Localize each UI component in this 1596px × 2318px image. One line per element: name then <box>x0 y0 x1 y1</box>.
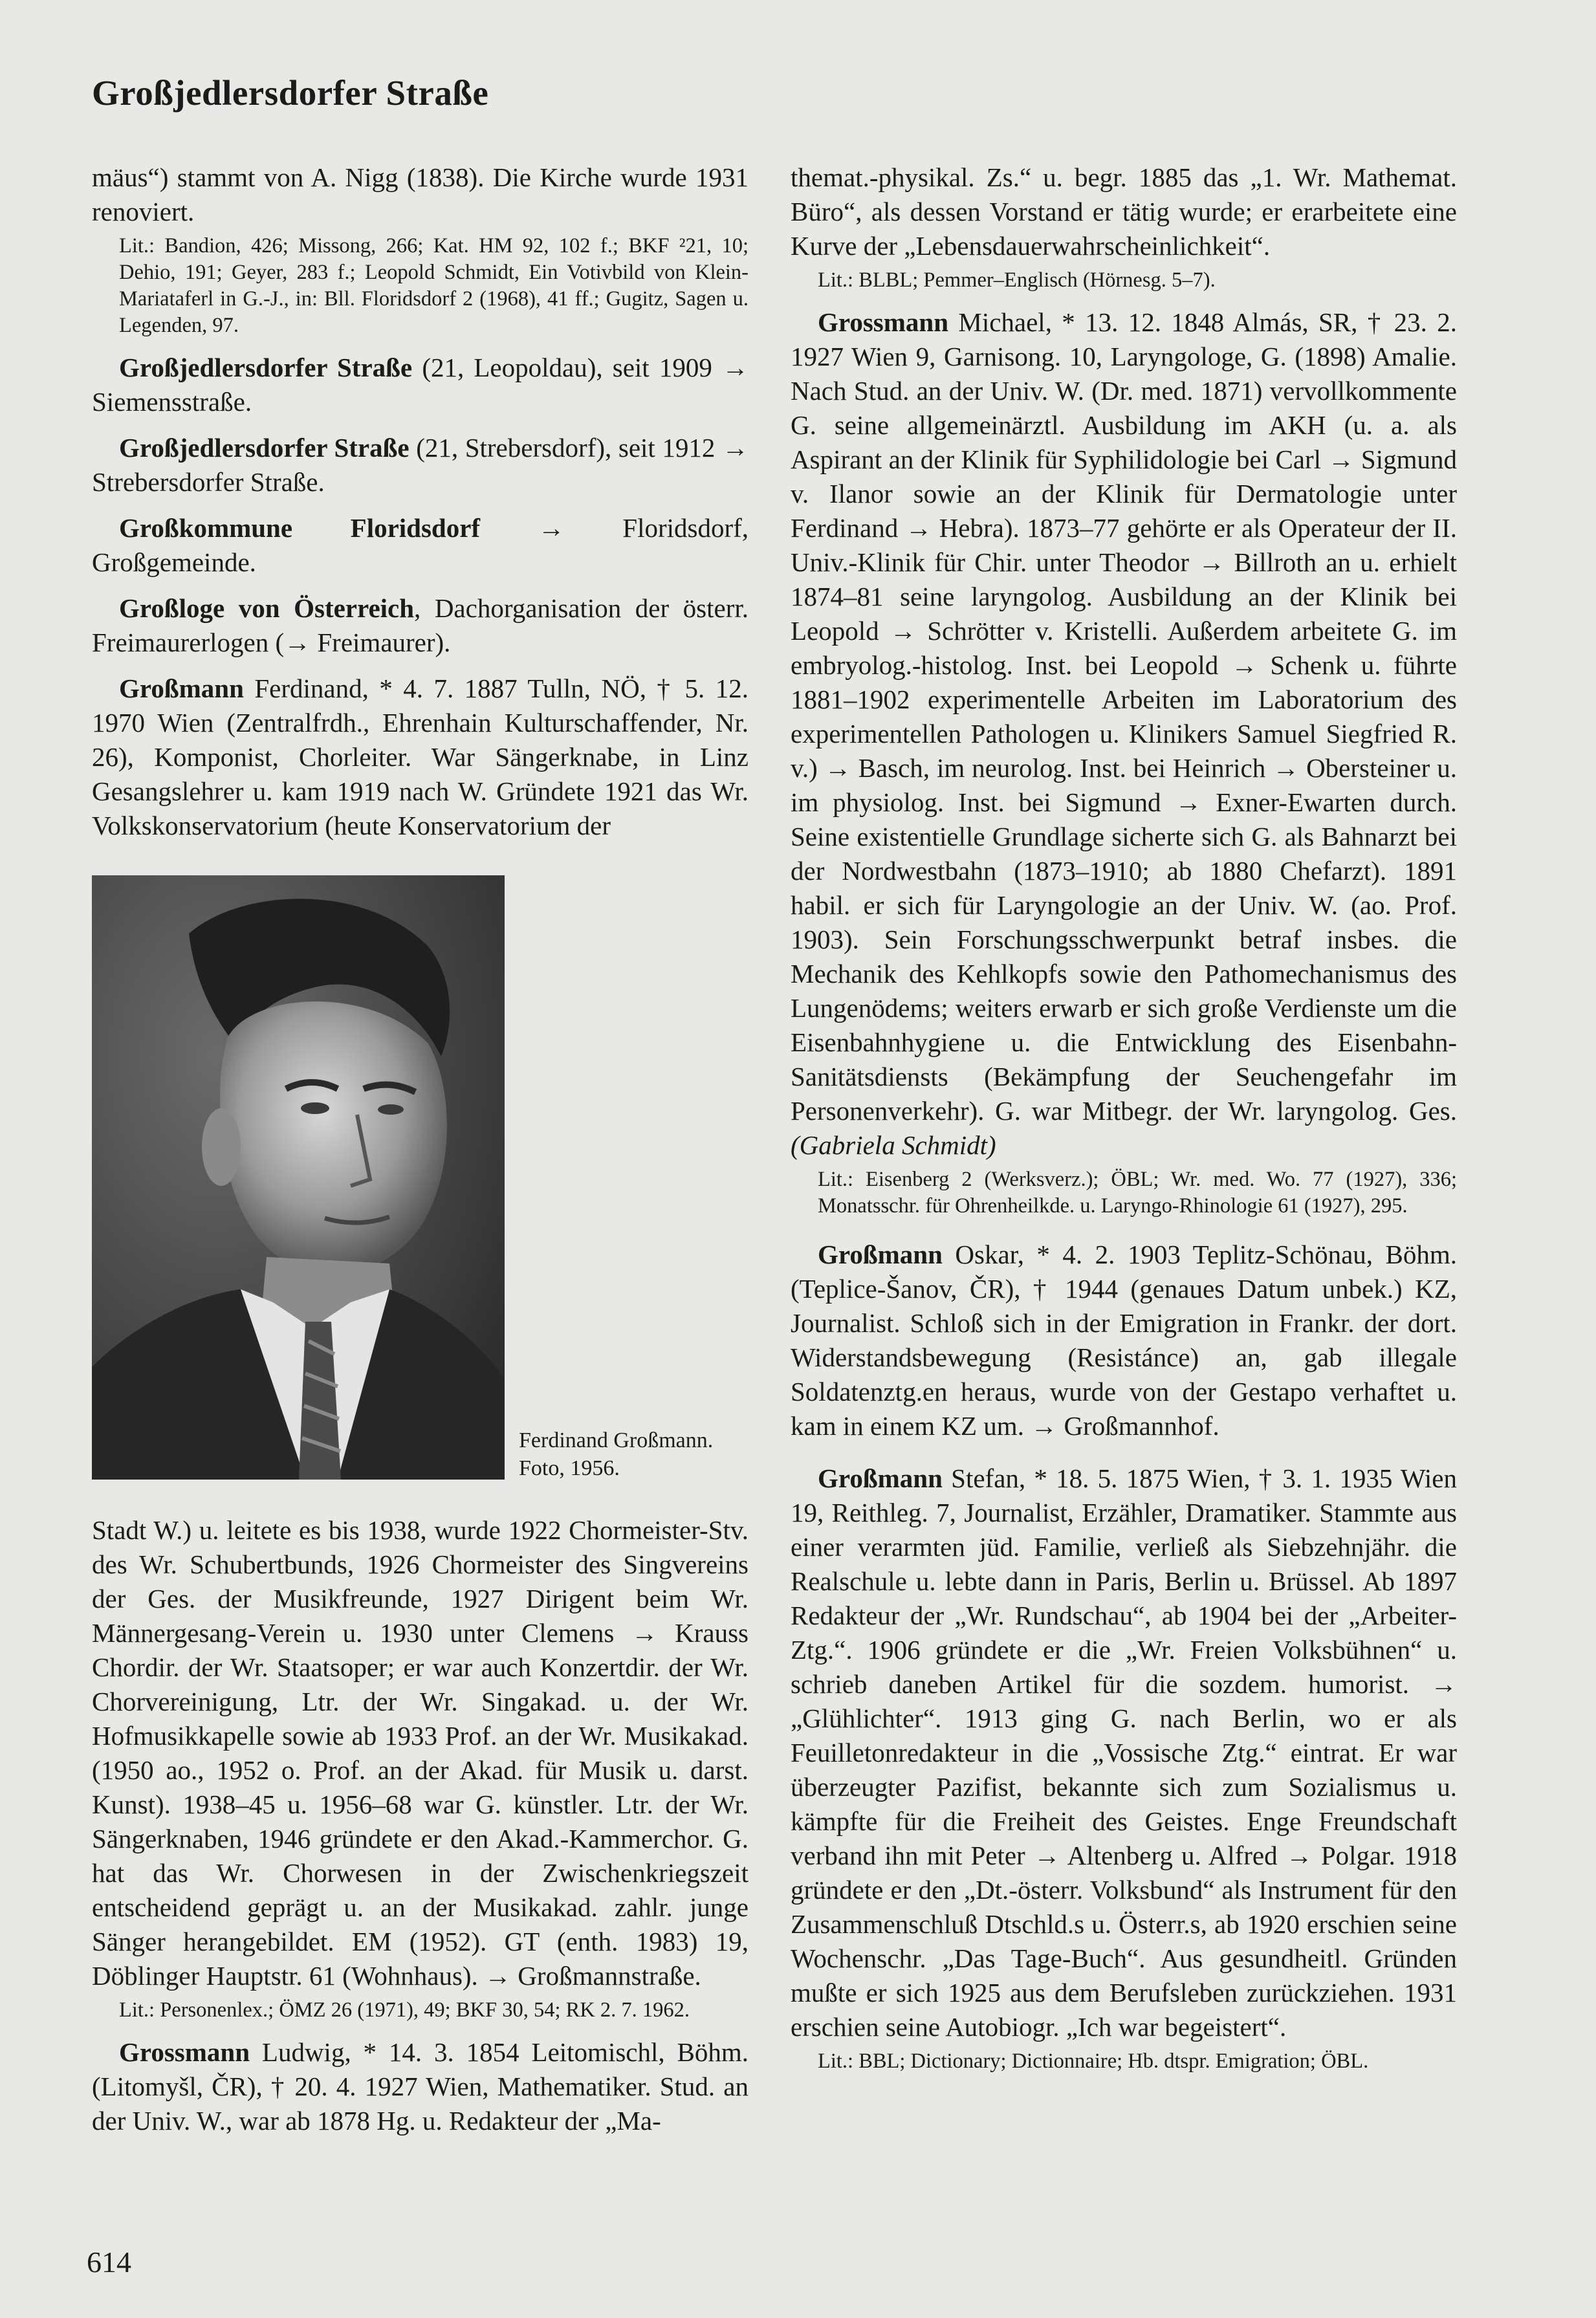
entry-grossmann-oskar <box>791 1238 1457 1443</box>
entry-grosskommune-floridsdorf <box>92 511 749 580</box>
entry-grossmann-ferdinand-continued: Stadt W.) u. leitete es bis 1938, wurde 1922 Chormeister-Stv. des Wr. Schubertbunds, 1926 Chormeister des Singvereins der Ges. der Musikfreunde, 1927 Dirigent beim Wr. Männergesang-Verein u. 1930 unter Clemens → Krauss Chordir. der Wr. Staatsoper; er war auch Konzertdir. der Wr. Chorvereinigung, Ltr. der Wr. Singakad. u. der Wr. Hofmusikkapelle sowie ab 1933 Prof. an der Wr. Musikakad. (1950 ao., 1952 o. Prof. an der Akad. für Musik u. darst. Kunst). 1938–45 u. 1956–68 war G. künstler. Ltr. der Wr. Sängerknaben, 1946 gründete er den Akad.-Kammerchor. G. hat das Wr. Chorwesen in der Zwischenkriegszeit entscheidend geprägt u. an der Musikakad. zahlr. junge Sänger herangebildet. EM (1952). GT (enth. 1983) 19, Döblinger Hauptstr. 61 (Wohnhaus). → Großmannstraße. <box>92 1515 749 1991</box>
literature-note: Lit.: Bandion, 426; Missong, 266; Kat. HM 92, 102 f.; BKF ²21, 10; Dehio, 191; Geyer, 283 f.; Leopold Schmidt, Ein Votivbild von Klein-Mariataferl in G.-J., in: Bll. Floridsdorf 2 (1968), 41 ff.; Gugitz, Sagen u. Legenden, 97. <box>119 234 749 337</box>
entry-grossjedlersdorfer-strasse-leopoldau <box>92 351 749 419</box>
entry-text: Stefan, * 18. 5. 1875 Wien, † 3. 1. 1935 Wien 19, Reithleg. 7, Journalist, Erzähler, Dramatiker. Stammte aus einer verarmten jüd. Familie, verließ als Siebzehnjähr. die Realschule u. lebte dann in Paris, Berlin u. Brüssel. Ab 1897 Redakteur der „Wr. Rundschau“, ab 1904 bei der „Arbeiter-Ztg.“. 1906 gründete er die „Wr. Freien Volksbühnen“ u. schrieb daneben Artikel für die sozdem. humorist. → „Glühlichter“. 1913 ging G. nach Berlin, wo er als Feuilletonredakteur in die „Vossische Ztg.“ eintrat. Er war überzeugter Pazifist, bekannte sich zum Sozialismus u. kämpfte für die Freiheit des Geistes. Enge Freundschaft verband ihn mit Peter → Altenberg u. Alfred → Polgar. 1918 gründete er den „Dt.-österr. Volksbund“ als Instrument für den Zusammenschluß Dtschld.s u. Österr.s, ab 1920 erschien seine Wochenschr. „Das Tage-Buch“. Aus gesundheitl. Gründen mußte er sich 1925 aus dem Berufsleben zurückziehen. 1931 erschien seine Autobiogr. „Ich war begeistert“. <box>791 1463 1457 2042</box>
portrait-image <box>92 875 505 1480</box>
page-number: 614 <box>87 2246 131 2279</box>
entry-headword: Großjedlersdorfer Straße <box>119 353 413 382</box>
entry-grossmann-ferdinand <box>92 672 749 843</box>
paragraph-continuation: mäus“) stammt von A. Nigg (1838). Die Kirche wurde 1931 renoviert. <box>92 162 749 226</box>
entry-text: → Floridsdorf, Großgemeinde. <box>92 513 749 577</box>
entry-grossmann-ludwig-continued: themat.-physikal. Zs.“ u. begr. 1885 das „1. Wr. Mathemat. Büro“, als dessen Vorstand er tätig wurde; er erarbeitete eine Kurve der „Lebensdauerwahrscheinlichkeit“. <box>791 162 1457 261</box>
entry-grossmann-ludwig <box>92 2035 749 2138</box>
literature-note: Lit.: BBL; Dictionary; Dictionnaire; Hb. dtspr. Emigration; ÖBL. <box>818 2050 1369 2073</box>
caption-name: Ferdinand Großmann. <box>519 1428 714 1452</box>
entry-author: (Gabriela Schmidt) <box>791 1130 996 1160</box>
entry-text: Oskar, * 4. 2. 1903 Teplitz-Schönau, Böhm. (Teplice-Šanov, ČR), † 1944 (genaues Datum unbek.) KZ, Journalist. Schloß sich in der Emigration in Frankr. der dort. Widerstandsbewegung (Resistánce) an, gab illegale Soldatenztg.en heraus, wurde von der Gestapo verhaftet u. kam in einem KZ um. → Großmannhof. <box>791 1240 1457 1441</box>
portrait-figure <box>92 875 749 1496</box>
literature-note: Lit.: BLBL; Pemmer–Englisch (Hörnesg. 5–7). <box>818 268 1216 292</box>
entry-headword: Grossmann <box>119 2037 250 2067</box>
entry-headword: Großmann <box>119 673 244 703</box>
literature-note: Lit.: Eisenberg 2 (Werksverz.); ÖBL; Wr. med. Wo. 77 (1927), 336; Monatsschr. für Ohrenheilkde. u. Laryngo-Rhinologie 61 (1927), 295. <box>818 1168 1457 1218</box>
entry-text: Ludwig, * 14. 3. 1854 Leitomischl, Böhm. (Litomyšl, ČR), † 20. 4. 1927 Wien, Mathematiker. Stud. an der Univ. W., war ab 1878 Hg. u. Redakteur der „Ma- <box>92 2037 749 2136</box>
entry-headword: Großkommune Floridsdorf <box>119 513 481 543</box>
left-column <box>92 160 749 2138</box>
entry-grossmann-stefan <box>791 1461 1457 2044</box>
right-column <box>791 160 1457 2075</box>
entry-text: , Dachorganisation der österr. Freimaurerlogen (→ Freimaurer). <box>92 593 749 657</box>
entry-text: Michael, * 13. 12. 1848 Almás, SR, † 23. 2. 1927 Wien 9, Garnisong. 10, Laryngologe, G. (1898) Amalie. Nach Stud. an der Univ. W. (Dr. med. 1871) vervollkommente G. seine allgemeinärztl. Ausbildung im AKH (u. a. als Aspirant an der Klinik für Syphilidologie bei Carl → Sigmund v. Ilanor sowie an der Klinik für Dermatologie unter Ferdinand → Hebra). 1873–77 gehörte er als Operateur der II. Univ.-Klinik für Chir. unter Theodor → Billroth an u. erhielt 1874–81 seine laryngolog. Ausbildung an der Klinik bei Leopold → Schrötter v. Kristelli. Außerdem arbeitete G. im embryolog.-histolog. Inst. bei Leopold → Schenk u. führte 1881–1902 experimentelle Arbeiten im Laboratorium des experimentellen Pathologen u. Klinikers Samuel Siegfried R. v.) → Basch, im neurolog. Inst. bei Heinrich → Obersteiner u. im physiolog. Inst. bei Sigmund → Exner-Ewarten durch. Seine existentielle Grundlage sicherte sich G. als Bahnarzt bei der Nordwestbahn (1873–1910; ab 1880 Chefarzt). 1891 habil. er sich für Laryngologie an der Univ. W. (ao. Prof. 1903). Sein Forschungsschwerpunkt betraf insbes. die Mechanik des Kehlkopfs sowie den Pathomechanismus des Lungenödems; weiters erwarb er sich große Verdienste um die Eisenbahnhygiene u. die Entwicklung des Eisenbahn-Sanitätsdiensts (Bekämpfung der Seuchengefahr im Personenverkehr). G. war Mitbegr. der Wr. laryngolog. Ges. <box>791 307 1457 1126</box>
entry-text: Ferdinand, * 4. 7. 1887 Tulln, NÖ, † 5. 12. 1970 Wien (Zentralfrdh., Ehrenhain Kulturschaffender, Nr. 26), Komponist, Chorleiter. War Sängerknabe, in Linz Gesangslehrer u. kam 1919 nach W. Gründete 1921 das Wr. Volkskonservatorium (heute Konservatorium der <box>92 673 749 840</box>
entry-headword: Großmann <box>818 1463 943 1493</box>
entry-grossloge-von-oesterreich <box>92 591 749 660</box>
running-head: Großjedlersdorfer Straße <box>92 73 489 113</box>
entry-grossmann-michael <box>791 305 1457 1163</box>
literature-note: Lit.: Personenlex.; ÖMZ 26 (1971), 49; BKF 30, 54; RK 2. 7. 1962. <box>119 1998 690 2022</box>
entry-text: (21, Strebersdorf), seit 1912 → Strebersdorfer Straße. <box>92 433 749 497</box>
portrait-photo <box>92 875 505 1480</box>
caption-date: Foto, 1956. <box>519 1456 620 1480</box>
entry-headword: Großmann <box>818 1240 943 1269</box>
entry-headword: Großjedlersdorfer Straße <box>119 433 410 463</box>
portrait-caption <box>519 1427 752 1482</box>
entry-grossjedlersdorfer-strasse-strebersdorf <box>92 431 749 499</box>
entry-text: (21, Leopoldau), seit 1909 → Siemensstraße. <box>92 353 749 417</box>
entry-headword: Großloge von Österreich <box>119 593 415 623</box>
entry-headword: Grossmann <box>818 307 949 337</box>
